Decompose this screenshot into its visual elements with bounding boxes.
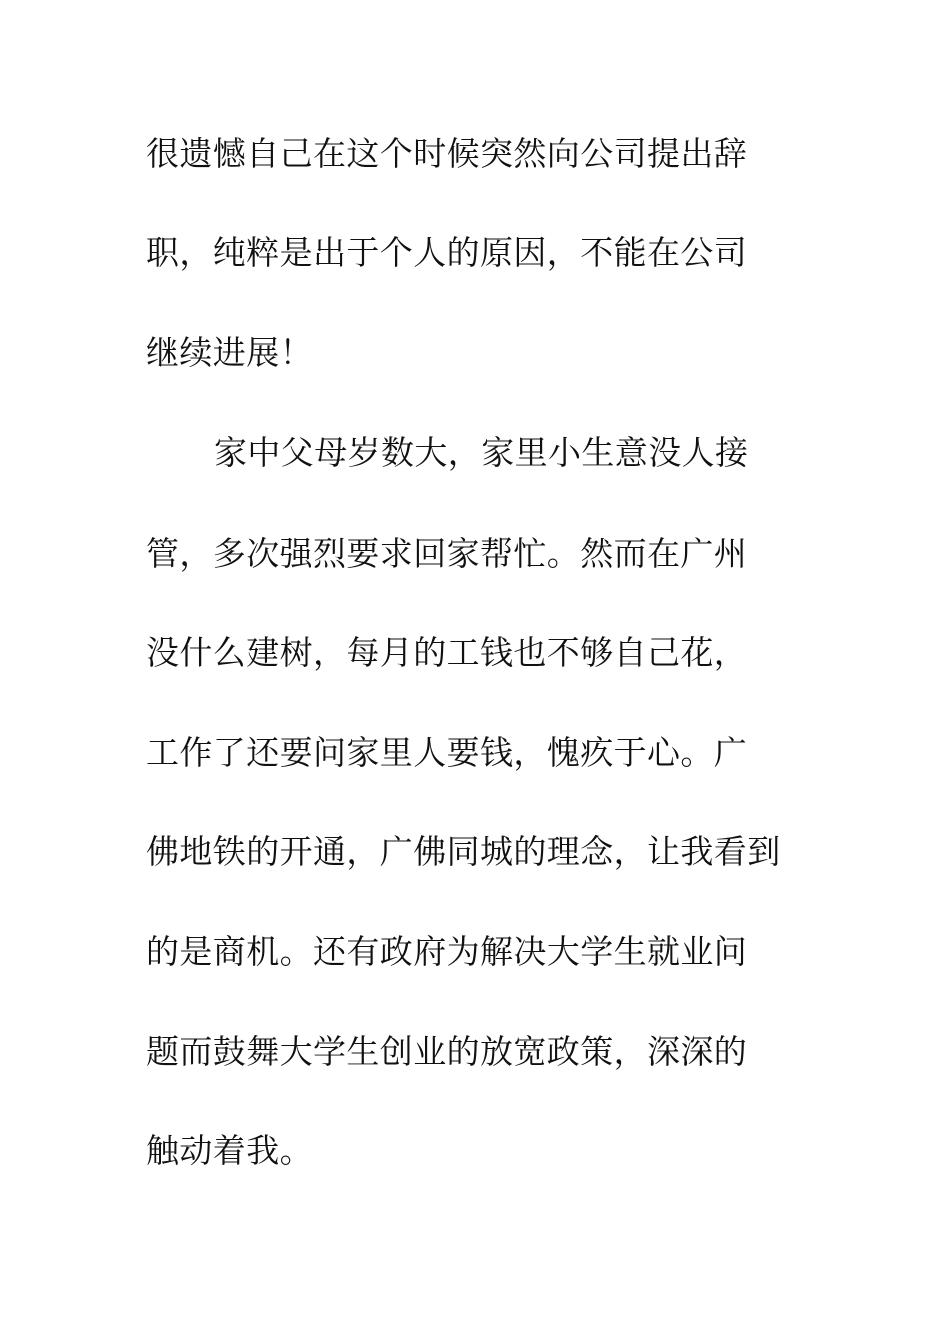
text-line: 工作了还要问家里人要钱，愧疚于心。广 — [146, 733, 748, 772]
text-line: 继续进展！ — [146, 333, 313, 372]
text-line: 职，纯粹是出于个人的原因，不能在公司 — [146, 233, 748, 272]
text-line: 佛地铁的开通，广佛同城的理念，让我看到 — [146, 832, 781, 871]
text-line: 管，多次强烈要求回家帮忙。然而在广州 — [146, 534, 748, 573]
text-line: 没什么建树，每月的工钱也不够自己花， — [146, 633, 748, 672]
text-line: 题而鼓舞大学生创业的放宽政策，深深的 — [146, 1032, 748, 1071]
text-line: 触动着我。 — [146, 1131, 313, 1170]
text-line: 的是商机。还有政府为解决大学生就业问 — [146, 932, 748, 971]
text-line: 家中父母岁数大，家里小生意没人接 — [214, 433, 749, 472]
text-line: 很遗憾自己在这个时候突然向公司提出辞 — [146, 134, 748, 173]
